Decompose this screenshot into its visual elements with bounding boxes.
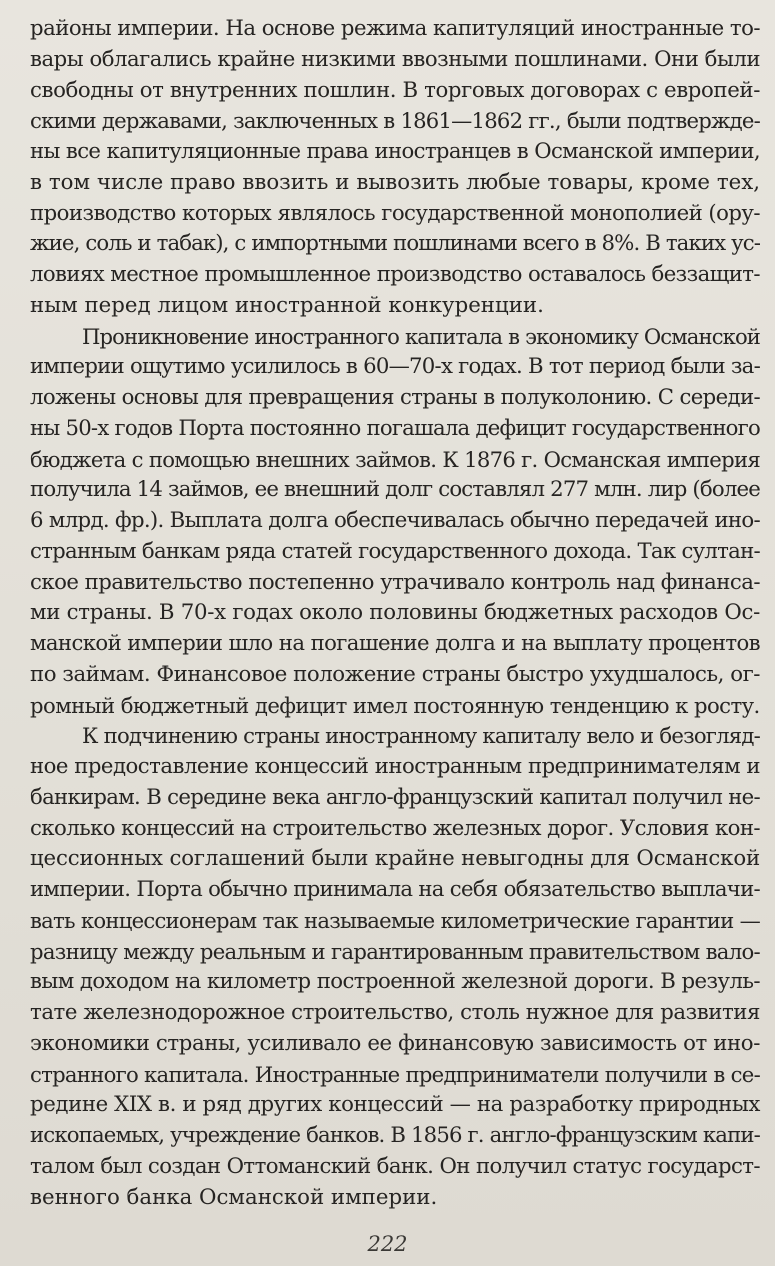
- text-line: ное предоставление концессий иностранным предпринимателям и: [30, 754, 760, 779]
- text-line: 6 млрд. фр.). Выплата долга обеспечивалась обычно передачей ино-: [30, 508, 760, 533]
- text-line: Проникновение иностранного капитала в экономику Османской: [82, 323, 760, 349]
- text-line: по займам. Финансовое положение страны быстро ухудшалось, ог-: [30, 661, 761, 687]
- text-line: экономики страны, усиливало ее финансовую зависимость от ино-: [30, 1030, 760, 1056]
- text-line: вать концессионерам так называемые километрические гарантии —: [30, 907, 760, 933]
- text-line: тате железнодорожное строительство, столь нужное для развития: [30, 1000, 760, 1025]
- text-line: банкирам. В середине века англо-французский капитал получил не-: [30, 784, 760, 810]
- text-line: талом был создан Оттоманский банк. Он получил статус государст-: [30, 1153, 760, 1179]
- text-line: ны 50-х годов Порта постоянно погашала дефицит государственного: [30, 415, 760, 441]
- text-line: ромный бюджетный дефицит имел постоянную тенденцию к росту.: [30, 692, 760, 718]
- text-line: ны все капитуляционные права иностранцев в Османской империи,: [30, 139, 760, 164]
- text-line: ложены основы для превращения страны в полуколонию. С середи-: [30, 385, 760, 410]
- text-line: империи ощутимо усилилось в 60—70-х годах. В тот период были за-: [30, 354, 760, 380]
- text-line: ным перед лицом иностранной конкуренции.: [30, 292, 544, 318]
- text-line: цессионных соглашений были крайне невыгодны для Османской: [30, 846, 760, 872]
- text-line: в том числе право ввозить и вывозить любые товары, кроме тех,: [30, 169, 760, 195]
- text-line: манской империи шло на погашение долга и на выплату процентов: [30, 631, 760, 656]
- text-line: ловиях местное промышленное производство оставалось беззащит-: [30, 262, 760, 287]
- text-line: районы империи. На основе режима капитуляций иностранные то-: [30, 16, 760, 41]
- text-line: редине XIX в. и ряд других концессий — на разработку природных: [30, 1092, 760, 1118]
- text-line: К подчинению страны иностранному капиталу вело и безогляд-: [82, 723, 760, 749]
- text-line: вым доходом на километр построенной железной дороги. В резуль-: [30, 969, 760, 995]
- paragraph: [30, 14, 760, 322]
- text-line: вары облагались крайне низкими ввозными пошлинами. Они были: [30, 46, 760, 72]
- text-line: ми страны. В 70-х годах около половины бюджетных расходов Ос-: [30, 600, 760, 626]
- body-text: [30, 14, 760, 1213]
- text-line: венного банка Османской империи.: [30, 1184, 438, 1210]
- page-number: 222: [367, 1232, 408, 1256]
- text-line: свободны от внутренних пошлин. В торговых договорах с европей-: [30, 77, 760, 103]
- text-line: ское правительство постепенно утрачивало контроль над финанса-: [30, 569, 760, 595]
- text-line: странного капитала. Иностранные предприниматели получили в се-: [30, 1061, 760, 1087]
- text-line: жие, соль и табак), с импортными пошлинами всего в 8%. В таких ус-: [30, 231, 760, 257]
- text-line: бюджета с помощью внешних займов. К 1876 г. Османская империя: [30, 446, 760, 472]
- text-line: странным банкам ряда статей государственного дохода. Так султан-: [30, 538, 760, 564]
- text-line: разницу между реальным и гарантированным правительством вало-: [30, 938, 760, 964]
- paragraph: [30, 322, 760, 722]
- text-line: производство которых являлось государственной монополией (ору-: [30, 200, 760, 226]
- paragraph: [30, 721, 760, 1213]
- text-line: скими державами, заключенных в 1861—1862 гг., были подтвержде-: [30, 108, 760, 134]
- text-line: империи. Порта обычно принимала на себя обязательство выплачи-: [30, 877, 760, 902]
- text-line: получила 14 займов, ее внешний долг составлял 277 млн. лир (более: [30, 477, 760, 503]
- text-line: сколько концессий на строительство железных дорог. Условия кон-: [30, 815, 760, 841]
- text-line: ископаемых, учреждение банков. В 1856 г. англо-французским капи-: [30, 1123, 760, 1148]
